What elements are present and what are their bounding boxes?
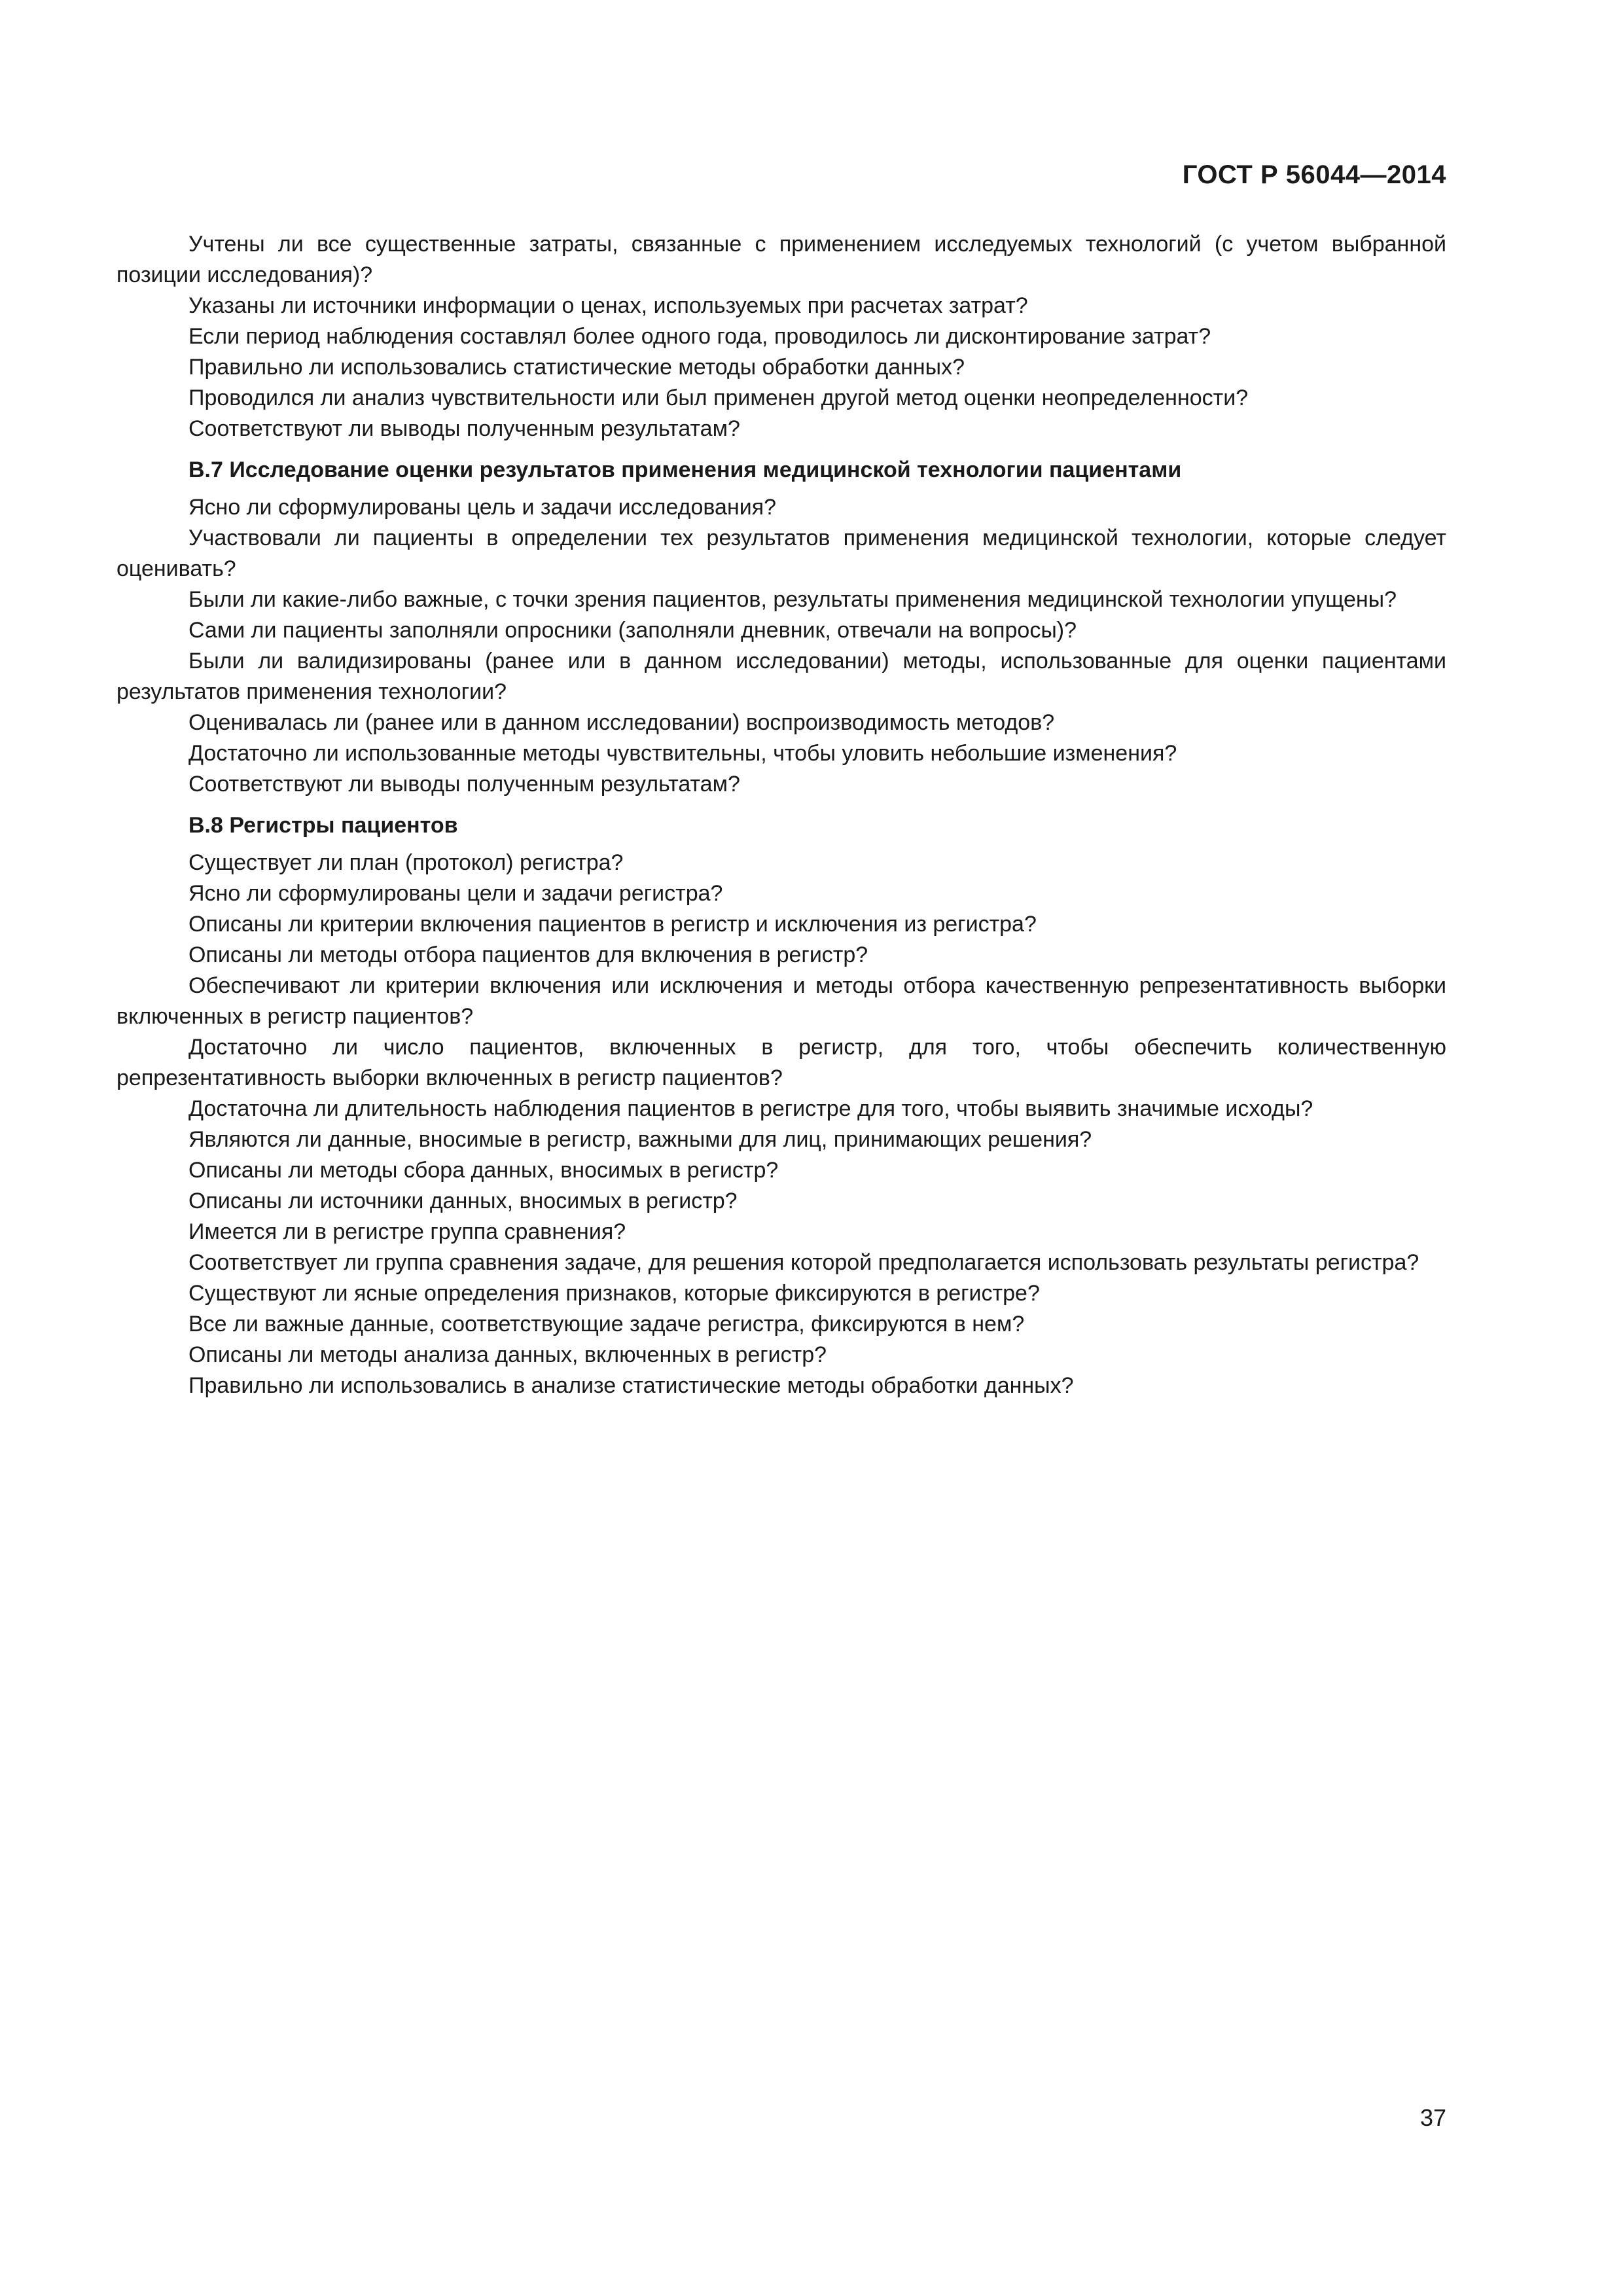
- b8-paragraph-15: Описаны ли методы анализа данных, включенных в регистр?: [188, 1342, 827, 1367]
- b7-paragraph-2: Участвовали ли пациенты в определении тех результатов применения медицинской технологии, которые следует оценивать?: [116, 526, 1446, 581]
- b8-paragraph-5: Обеспечивают ли критерии включения или исключения и методы отбора качественную репрезентативность выборки включенных в регистр пациентов?: [116, 973, 1446, 1029]
- b8-paragraph-10: Описаны ли источники данных, вносимых в регистр?: [188, 1189, 738, 1213]
- intro-paragraph-5: Проводился ли анализ чувствительности или был применен другой метод оценки неопределенности?: [188, 386, 1249, 410]
- b8-paragraph-9: Описаны ли методы сбора данных, вносимых в регистр?: [188, 1158, 779, 1183]
- b7-paragraph-7: Достаточно ли использованные методы чувствительны, чтобы уловить небольшие изменения?: [188, 741, 1177, 766]
- page-number: 37: [1419, 2104, 1446, 2131]
- b8-paragraph-14: Все ли важные данные, соответствующие задаче регистра, фиксируются в нем?: [188, 1312, 1025, 1336]
- page-header-doc-id: ГОСТ Р 56044—2014: [1182, 160, 1446, 189]
- b8-paragraph-7: Достаточна ли длительность наблюдения пациентов в регистре для того, чтобы выявить значимые исходы?: [188, 1096, 1313, 1121]
- intro-paragraph-3: Если период наблюдения составлял более одного года, проводилось ли дисконтирование затрат?: [188, 324, 1211, 349]
- section-b7-heading: В.7 Исследование оценки результатов применения медицинской технологии пациентами: [188, 457, 1182, 482]
- b8-paragraph-8: Являются ли данные, вносимые в регистр, важными для лиц, принимающих решения?: [188, 1127, 1092, 1152]
- b8-paragraph-1: Существует ли план (протокол) регистра?: [188, 850, 624, 875]
- b7-paragraph-6: Оценивалась ли (ранее или в данном исследовании) воспроизводимость методов?: [188, 710, 1055, 735]
- b7-paragraph-1: Ясно ли сформулированы цель и задачи исследования?: [188, 495, 777, 520]
- intro-paragraph-4: Правильно ли использовались статистические методы обработки данных?: [188, 355, 965, 380]
- b7-paragraph-3: Были ли какие-либо важные, с точки зрения пациентов, результаты применения медицинской технологии упущены?: [188, 587, 1397, 612]
- b8-paragraph-16: Правильно ли использовались в анализе статистические методы обработки данных?: [188, 1373, 1074, 1398]
- intro-paragraph-1: Учтены ли все существенные затраты, связанные с применением исследуемых технологий (с учетом выбранной позиции исследования)?: [116, 232, 1446, 287]
- b8-paragraph-6: Достаточно ли число пациентов, включенных в регистр, для того, чтобы обеспечить количественную репрезентативность выборки включенных в регистр пациентов?: [116, 1035, 1446, 1090]
- section-b8-heading: В.8 Регистры пациентов: [188, 813, 458, 838]
- intro-paragraph-6: Соответствуют ли выводы полученным результатам?: [188, 416, 740, 441]
- document-body: [116, 229, 1446, 1401]
- b8-paragraph-4: Описаны ли методы отбора пациентов для включения в регистр?: [188, 942, 868, 967]
- intro-paragraph-2: Указаны ли источники информации о ценах, используемых при расчетах затрат?: [188, 293, 1028, 318]
- b8-paragraph-3: Описаны ли критерии включения пациентов в регистр и исключения из регистра?: [188, 912, 1037, 937]
- b8-paragraph-12: Соответствует ли группа сравнения задаче, для решения которой предполагается использовать результаты регистра?: [188, 1250, 1419, 1275]
- b8-paragraph-2: Ясно ли сформулированы цели и задачи регистра?: [188, 881, 723, 906]
- b7-paragraph-8: Соответствуют ли выводы полученным результатам?: [188, 772, 740, 797]
- b7-paragraph-4: Сами ли пациенты заполняли опросники (заполняли дневник, отвечали на вопросы)?: [188, 618, 1077, 643]
- b8-paragraph-11: Имеется ли в регистре группа сравнения?: [188, 1219, 626, 1244]
- b7-paragraph-5: Были ли валидизированы (ранее или в данном исследовании) методы, использованные для оценки пациентами результатов применения технологии?: [116, 649, 1446, 704]
- b8-paragraph-13: Существуют ли ясные определения признаков, которые фиксируются в регистре?: [188, 1281, 1040, 1306]
